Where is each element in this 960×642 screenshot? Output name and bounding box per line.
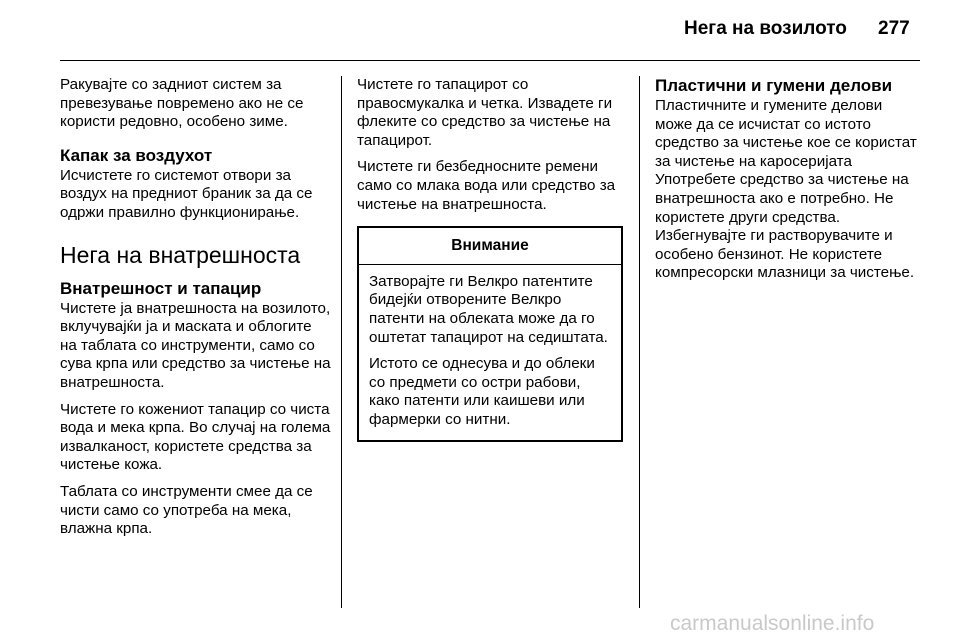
section-heading-interior-upholstery: Внатрешност и тапацир — [60, 278, 262, 298]
column-divider-1 — [341, 76, 342, 608]
watermark: carmanualsonline.info — [670, 612, 875, 635]
column-divider-2 — [639, 76, 640, 608]
warning-paragraph-2: Истото се однесува и до облеки со предмети со остри рабови, како патенти или каишеви или фармерки со нитни. — [369, 355, 595, 428]
header-title: Нега на возилото — [684, 18, 847, 39]
interior-paragraph-1: Чистете ја внатрешноста на возилото, вклучувајќи ја и маската и облогите на таблата со инструменти, само со сува крпа или средство за чистење на внатрешноста. — [60, 299, 331, 391]
interior-paragraph-3: Таблата со инструменти смее да се чисти само со употреба на мека, влажна крпа. — [60, 482, 313, 538]
plastic-rubber-paragraph: Пластичните и гумените делови може да се исчистат со истото средство за чистење кое се користат за чистење на каросеријата Употребете средство за чистење на внатрешноста ако е потребно. Не користете други средства. Избегнувајте ги растворувачите и особено бензинот. Не користете компресорски млазници за чистење. — [655, 97, 917, 282]
page-number: 277 — [878, 18, 910, 39]
warning-body — [359, 265, 621, 440]
seatbelt-paragraph: Чистете ги безбедносните ремени само со млака вода или средство за чистење на внатрешноста. — [357, 158, 616, 213]
column-1 — [60, 76, 332, 547]
upholstery-paragraph: Чистете го тапацирот со правосмукалка и четка. Извадете ги флеките со средство за чистење на тапацирот. — [357, 76, 613, 149]
air-cover-paragraph: Исчистете го системот отвори за воздух на предниот браник за да се одржи правилно функционирање. — [60, 166, 313, 221]
section-heading-plastic-rubber: Пластични и гумени делови — [655, 76, 893, 95]
warning-box — [357, 226, 623, 441]
column-2 — [357, 76, 623, 442]
warning-title: Внимание — [359, 228, 621, 265]
intro-paragraph: Ракувајте со задниот систем за превезување повремено ако не се користи редовно, особено зиме. — [60, 76, 304, 131]
chapter-heading-interior-care: Нега на внатрешноста — [60, 241, 301, 268]
header-rule — [60, 60, 920, 61]
column-3 — [655, 76, 923, 291]
section-heading-air-cover: Капак за воздухот — [60, 145, 213, 165]
interior-paragraph-2: Чистете го кожениот тапацир со чиста вода и мека крпа. Во случај на голема извалканост, користете средства за чистење кожа. — [60, 400, 331, 474]
warning-paragraph-1: Затворајте ги Велкро патентите бидејќи отворените Велкро патенти на облеката може да го оштетат тапацирот на седиштата. — [369, 272, 608, 346]
